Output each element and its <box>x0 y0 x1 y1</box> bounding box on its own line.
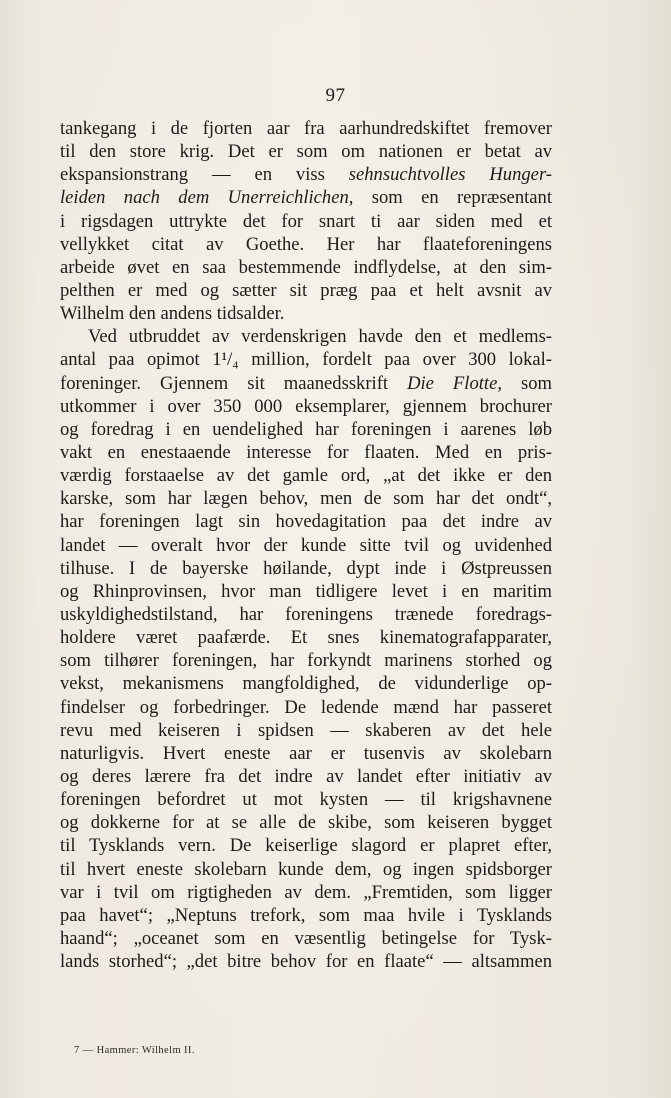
text-run: karske, som har lægen behov, men de som har det ondt“, <box>60 488 552 510</box>
text-run: tilhuse. I de bayerske høilande, dypt inde i Østpreussen <box>60 557 552 579</box>
text-run: og foredrag i en uendelighed har foreningen i aarenes løb <box>60 418 552 440</box>
text-run: paa havet“; „Neptuns trefork, som maa hvile i Tysklands <box>60 904 552 926</box>
text-run: uskyldighedstilstand, har foreningens trænede foredrags- <box>60 603 552 625</box>
text-line <box>60 904 552 927</box>
text-line <box>60 464 552 487</box>
text-line <box>60 302 552 325</box>
text-line <box>60 788 552 811</box>
text-line <box>60 210 552 233</box>
text-run: til den store krig. Det er som om nationen er betat av <box>60 141 552 163</box>
text-run: lands storhed“; „det bitre behov for en flaate“ — altsammen <box>60 951 552 973</box>
italic-run: Die Flotte, <box>407 372 502 394</box>
italic-run: sehnsuchtvolles Hunger- <box>348 164 552 186</box>
text-run: revu med keiseren i spidsen — skaberen av det hele <box>60 719 552 741</box>
text-run: findelser og forbedringer. De ledende mænd har passeret <box>60 696 552 718</box>
text-line <box>60 742 552 765</box>
text-line <box>60 256 552 279</box>
text-line <box>60 140 552 163</box>
text-run: var i tvil om rigtigheden av dem. „Fremtiden, som ligger <box>60 881 552 903</box>
text-line <box>60 649 552 672</box>
text-line <box>60 279 552 302</box>
text-line <box>60 626 552 649</box>
text-run: vellykket citat av Goethe. Her har flaateforeningens <box>60 233 552 255</box>
text-line <box>60 186 552 209</box>
text-run: til Tysklands vern. De keiserlige slagord er plapret efter, <box>60 835 552 857</box>
signature-footnote: 7 — Hammer: Wilhelm II. <box>74 1045 195 1056</box>
text-run: foreningen befordret ut mot kysten — til krigshavnene <box>60 789 552 811</box>
text-run: og deres lærere fra det indre av landet efter initiativ av <box>60 765 552 787</box>
text-line <box>60 696 552 719</box>
text-line <box>60 395 552 418</box>
text-run: Ved utbruddet av verdenskrigen havde den et medlems- <box>88 326 552 348</box>
text-line <box>60 372 552 395</box>
text-run: Wilhelm den andens tidsalder. <box>60 303 285 325</box>
text-line <box>60 233 552 256</box>
text-run: antal paa opimot 1¹/₄ million, fordelt paa over 300 lokal- <box>60 349 552 371</box>
text-run: vekst, mekanismens mangfoldighed, de vidunderlige op- <box>60 673 552 695</box>
text-run: i rigsdagen uttrykte det for snart ti aar siden med et <box>60 210 552 232</box>
italic-run: leiden nach dem Unerreichlichen, <box>60 187 354 209</box>
text-line <box>60 881 552 904</box>
text-run: foreninger. Gjennem sit maanedsskrift <box>60 372 408 394</box>
text-line <box>60 348 552 371</box>
text-line <box>60 534 552 557</box>
text-run: har foreningen lagt sin hovedagitation paa det indre av <box>60 511 552 533</box>
body-text <box>60 117 552 973</box>
text-line <box>60 603 552 626</box>
page-number: 97 <box>325 85 346 106</box>
text-line <box>60 487 552 510</box>
text-run: som en repræsentant <box>353 187 552 209</box>
text-line <box>60 719 552 742</box>
text-run: pelthen er med og sætter sit præg paa et helt avsnit av <box>60 279 552 301</box>
text-line <box>60 765 552 788</box>
text-line <box>60 163 552 186</box>
text-line <box>60 418 552 441</box>
text-run: til hvert eneste skolebarn kunde dem, og ingen spidsborger <box>60 858 552 880</box>
text-run: tankegang i de fjorten aar fra aarhundredskiftet fremover <box>60 118 552 139</box>
text-run: og Rhinprovinsen, hvor man tidligere levet i en maritim <box>60 580 552 602</box>
text-line <box>60 950 552 973</box>
text-line <box>60 811 552 834</box>
text-run: landet — overalt hvor der kunde sitte tvil og uvidenhed <box>60 534 552 556</box>
text-line <box>60 927 552 950</box>
text-run: som tilhører foreningen, har forkyndt marinens storhed og <box>60 650 552 672</box>
text-line <box>60 325 552 348</box>
text-line <box>60 580 552 603</box>
text-run: holdere været paafærde. Et snes kinematografapparater, <box>60 627 552 649</box>
text-line <box>60 557 552 580</box>
text-run: arbeide øvet en saa bestemmende indflydelse, at den sim- <box>60 256 552 278</box>
text-line <box>60 510 552 533</box>
text-line <box>60 672 552 695</box>
text-run: naturligvis. Hvert eneste aar er tusenvis av skolebarn <box>60 742 552 764</box>
text-run: utkommer i over 350 000 eksemplarer, gjennem brochurer <box>60 395 552 417</box>
text-line <box>60 834 552 857</box>
text-run: som <box>501 372 552 394</box>
text-line <box>60 117 552 140</box>
text-run: haand“; „oceanet som en væsentlig betingelse for Tysk- <box>60 927 552 949</box>
text-run: ekspansionstrang — en viss <box>60 164 349 186</box>
text-line <box>60 441 552 464</box>
text-run: og dokkerne for at se alle de skibe, som keiseren bygget <box>60 812 552 834</box>
text-run: værdig forstaaelse av det gamle ord, „at det ikke er den <box>60 465 552 487</box>
text-line <box>60 858 552 881</box>
text-run: vakt en enestaaende interesse for flaaten. Med en pris- <box>60 441 552 463</box>
